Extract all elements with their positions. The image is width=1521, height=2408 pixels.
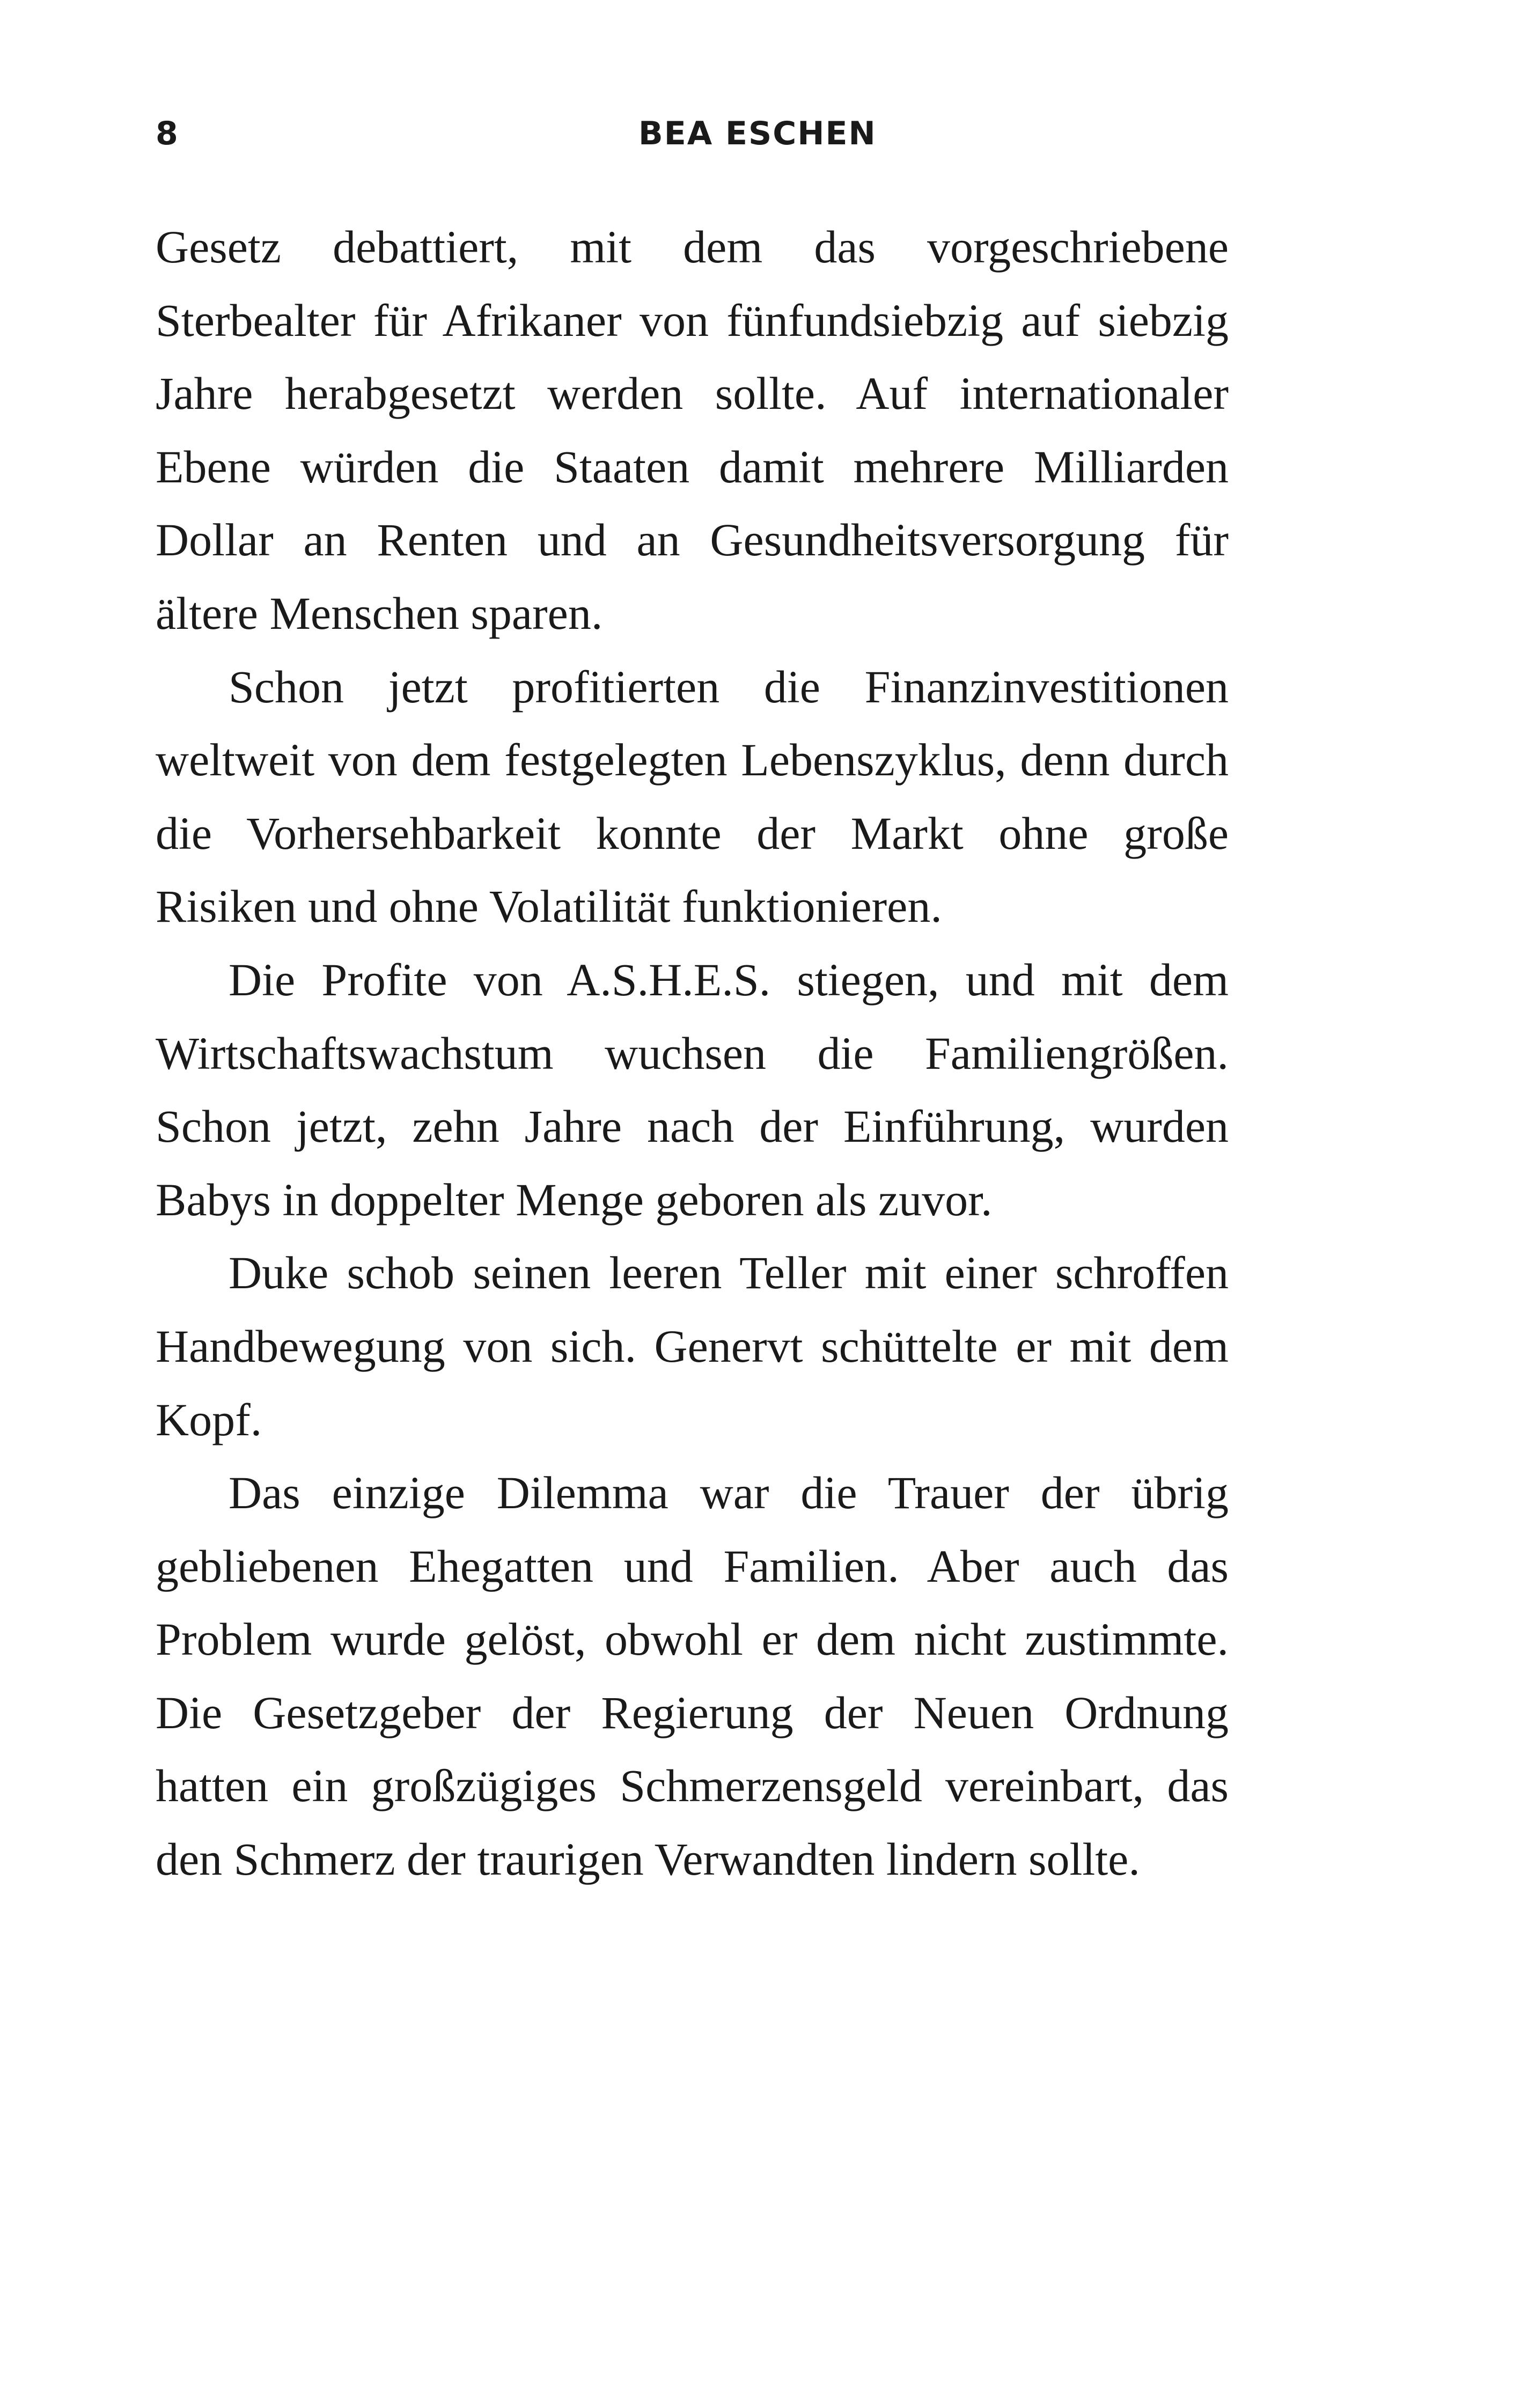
paragraph: Gesetz debattiert, mit dem das vorgeschriebene Sterbealter für Afrikaner von fünfundsiebzig auf siebzig Jahre herabgesetzt werden sollte. Auf internationaler Ebene würden die Staaten damit mehrere Milliarden Dollar an Renten und an Gesundheitsversorgung für ältere Menschen sparen. (156, 221, 1229, 639)
running-head-author: BEA ESCHEN (638, 115, 877, 152)
paragraph: Das einzige Dilemma war die Trauer der übrig gebliebenen Ehegatten und Familien. Aber auch das Problem wurde gelöst, obwohl er dem nicht zustimmte. Die Gesetzgeber der Regierung der Neuen Ordnung hatten ein großzügiges Schmerzensgeld vereinbart, das den Schmerz der traurigen Verwandten lindern sollte. (156, 1467, 1229, 1885)
paragraph: Duke schob seinen leeren Teller mit einer schroffen Handbewegung von sich. Genervt schüttelte er mit dem Kopf. (156, 1247, 1229, 1445)
paragraph: Die Profite von A.S.H.E.S. stiegen, und mit dem Wirtschaftswachstum wuchsen die Familiengrößen. Schon jetzt, zehn Jahre nach der Einführung, wurden Babys in doppelter Menge geboren als zuvor. (156, 953, 1229, 1225)
page-number: 8 (156, 115, 179, 152)
body-text (156, 210, 1229, 1896)
running-head (156, 115, 1229, 168)
paragraph: Schon jetzt profitierten die Finanzinvestitionen weltweit von dem festgelegten Lebenszyklus, denn durch die Vorhersehbarkeit konnte der Markt ohne große Risiken und ohne Volatilität funktionieren. (156, 660, 1229, 933)
